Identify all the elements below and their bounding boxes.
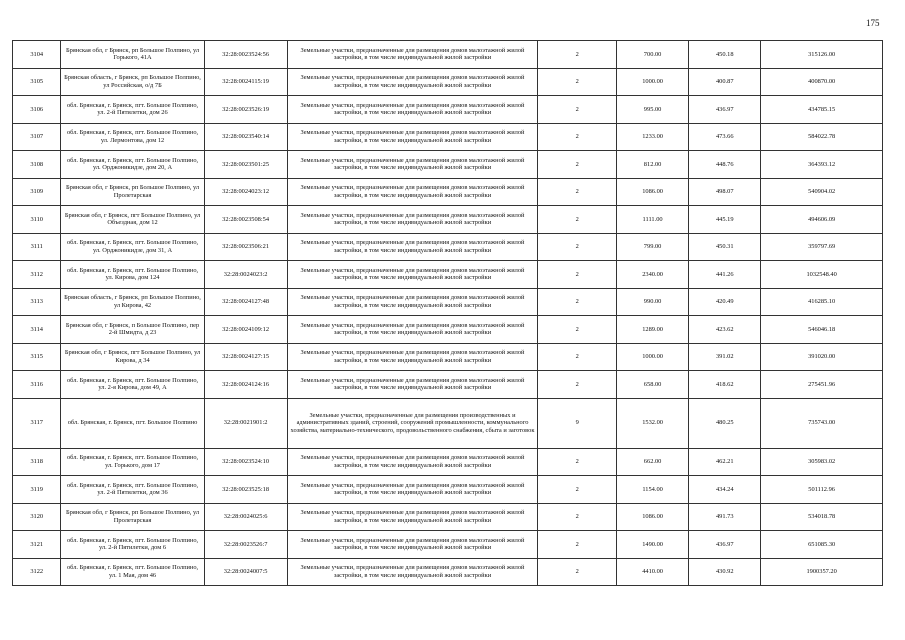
address-cell: Брянская обл, г Брянск, рп Большое Полпино, ул Пролетарская <box>61 178 204 206</box>
specific-value-cell: 491.73 <box>689 503 761 531</box>
address-cell: Брянская обл, г Брянск, рп Большое Полпино, ул Пролетарская <box>61 503 204 531</box>
address-cell: Брянская область, г Брянск, рп Большое Полпино, ул Кирова, 42 <box>61 288 204 316</box>
table-row <box>13 448 883 476</box>
table-row <box>13 288 883 316</box>
row-number-cell: 3108 <box>13 151 61 179</box>
cadastral-number-cell: 32:28:0024025:6 <box>204 503 287 531</box>
group-cell: 2 <box>538 151 617 179</box>
group-cell: 2 <box>538 476 617 504</box>
cadastral-number-cell: 32:28:0023506:21 <box>204 233 287 261</box>
specific-value-cell: 450.18 <box>689 41 761 69</box>
cadastral-value-cell: 1032548.40 <box>761 261 883 289</box>
table-row <box>13 476 883 504</box>
cadastral-number-cell: 32:28:0024115:19 <box>204 68 287 96</box>
land-use-cell: Земельные участки, предназначенные для размещения домов малоэтажной жилой застройки, в том числе индивидуальной жилой застройки <box>287 96 538 124</box>
group-cell: 2 <box>538 288 617 316</box>
table-row <box>13 261 883 289</box>
table-row <box>13 233 883 261</box>
specific-value-cell: 400.87 <box>689 68 761 96</box>
area-cell: 1111.00 <box>617 206 689 234</box>
land-use-cell: Земельные участки, предназначенные для размещения производственных и административных зданий, строений, сооружений промышленности, коммунального хозяйства, материально-технического, продовольственного снабжения, сбыта и заготовок <box>287 398 538 448</box>
address-cell: Брянская обл, г Брянск, п Большое Полпино, пер 2-й Шмидта, д 23 <box>61 316 204 344</box>
address-cell: Брянская обл, г Брянск, пгт Большое Полпино, ул Кирова, д 34 <box>61 343 204 371</box>
table-row <box>13 503 883 531</box>
row-number-cell: 3115 <box>13 343 61 371</box>
row-number-cell: 3114 <box>13 316 61 344</box>
row-number-cell: 3110 <box>13 206 61 234</box>
cadastral-number-cell: 32:28:0023524:10 <box>204 448 287 476</box>
row-number-cell: 3121 <box>13 531 61 559</box>
specific-value-cell: 462.21 <box>689 448 761 476</box>
land-use-cell: Земельные участки, предназначенные для размещения домов малоэтажной жилой застройки, в том числе индивидуальной жилой застройки <box>287 343 538 371</box>
cadastral-number-cell: 32:28:0024023:12 <box>204 178 287 206</box>
row-number-cell: 3116 <box>13 371 61 399</box>
group-cell: 2 <box>538 371 617 399</box>
cadastral-value-cell: 540904.02 <box>761 178 883 206</box>
table-row <box>13 206 883 234</box>
group-cell: 2 <box>538 343 617 371</box>
cadastral-number-cell: 32:28:0024023:2 <box>204 261 287 289</box>
cadastral-number-cell: 32:28:0024124:16 <box>204 371 287 399</box>
area-cell: 1154.00 <box>617 476 689 504</box>
specific-value-cell: 441.26 <box>689 261 761 289</box>
specific-value-cell: 450.31 <box>689 233 761 261</box>
cadastral-value-cell: 275451.96 <box>761 371 883 399</box>
specific-value-cell: 434.24 <box>689 476 761 504</box>
address-cell: обл. Брянская, г. Брянск, пгт. Большое Полпино, ул. 2-й Пятилетки, дом 26 <box>61 96 204 124</box>
cadastral-value-cell: 359797.69 <box>761 233 883 261</box>
area-cell: 4410.00 <box>617 558 689 586</box>
area-cell: 1086.00 <box>617 178 689 206</box>
land-use-cell: Земельные участки, предназначенные для размещения домов малоэтажной жилой застройки, в том числе индивидуальной жилой застройки <box>287 261 538 289</box>
group-cell: 2 <box>538 41 617 69</box>
area-cell: 799.00 <box>617 233 689 261</box>
table-row <box>13 558 883 586</box>
land-use-cell: Земельные участки, предназначенные для размещения домов малоэтажной жилой застройки, в том числе индивидуальной жилой застройки <box>287 476 538 504</box>
specific-value-cell: 498.07 <box>689 178 761 206</box>
cadastral-value-cell: 416285.10 <box>761 288 883 316</box>
cadastral-value-cell: 651085.30 <box>761 531 883 559</box>
address-cell: обл. Брянская, г. Брянск, пгт. Большое Полпино, ул. Орджоникидзе, дом 20, А <box>61 151 204 179</box>
table-row <box>13 316 883 344</box>
cadastral-number-cell: 32:28:0023526:7 <box>204 531 287 559</box>
specific-value-cell: 423.62 <box>689 316 761 344</box>
area-cell: 700.00 <box>617 41 689 69</box>
cadastral-value-cell: 546046.18 <box>761 316 883 344</box>
address-cell: обл. Брянская, г. Брянск, пгт. Большое Полпино, ул. Горького, дом 17 <box>61 448 204 476</box>
group-cell: 2 <box>538 261 617 289</box>
group-cell: 2 <box>538 503 617 531</box>
group-cell: 2 <box>538 206 617 234</box>
row-number-cell: 3105 <box>13 68 61 96</box>
area-cell: 990.00 <box>617 288 689 316</box>
group-cell: 9 <box>538 398 617 448</box>
specific-value-cell: 430.92 <box>689 558 761 586</box>
cadastral-number-cell: 32:28:0023508:54 <box>204 206 287 234</box>
cadastral-value-cell: 364393.12 <box>761 151 883 179</box>
cadastral-value-cell: 501112.96 <box>761 476 883 504</box>
row-number-cell: 3122 <box>13 558 61 586</box>
cadastral-number-cell: 32:28:0021901:2 <box>204 398 287 448</box>
area-cell: 1086.00 <box>617 503 689 531</box>
group-cell: 2 <box>538 178 617 206</box>
cadastral-number-cell: 32:28:0023526:19 <box>204 96 287 124</box>
address-cell: обл. Брянская, г. Брянск, пгт. Большое Полпино, ул. Кирова, дом 124 <box>61 261 204 289</box>
cadastral-value-cell: 391020.00 <box>761 343 883 371</box>
land-use-cell: Земельные участки, предназначенные для размещения домов малоэтажной жилой застройки, в том числе индивидуальной жилой застройки <box>287 206 538 234</box>
cadastral-value-cell: 584022.78 <box>761 123 883 151</box>
land-use-cell: Земельные участки, предназначенные для размещения домов малоэтажной жилой застройки, в том числе индивидуальной жилой застройки <box>287 448 538 476</box>
area-cell: 2340.00 <box>617 261 689 289</box>
table-row <box>13 151 883 179</box>
specific-value-cell: 480.25 <box>689 398 761 448</box>
cadastral-number-cell: 32:28:0023540:14 <box>204 123 287 151</box>
specific-value-cell: 436.97 <box>689 96 761 124</box>
table-row <box>13 178 883 206</box>
row-number-cell: 3112 <box>13 261 61 289</box>
cadastral-number-cell: 32:28:0023524:56 <box>204 41 287 69</box>
cadastral-value-cell: 534018.78 <box>761 503 883 531</box>
cadastral-value-cell: 305983.02 <box>761 448 883 476</box>
group-cell: 2 <box>538 316 617 344</box>
row-number-cell: 3117 <box>13 398 61 448</box>
address-cell: обл. Брянская, г. Брянск, пгт. Большое Полпино <box>61 398 204 448</box>
address-cell: обл. Брянская, г. Брянск, пгт. Большое Полпино, ул. 1 Мая, дом 46 <box>61 558 204 586</box>
address-cell: обл. Брянская, г. Брянск, пгт. Большое Полпино, ул. Лермонтова, дом 12 <box>61 123 204 151</box>
address-cell: обл. Брянская, г. Брянск, пгт. Большое Полпино, ул. Орджоникидзе, дом 31, А <box>61 233 204 261</box>
land-use-cell: Земельные участки, предназначенные для размещения домов малоэтажной жилой застройки, в том числе индивидуальной жилой застройки <box>287 316 538 344</box>
area-cell: 1000.00 <box>617 68 689 96</box>
cadastral-number-cell: 32:28:0024007:5 <box>204 558 287 586</box>
land-use-cell: Земельные участки, предназначенные для размещения домов малоэтажной жилой застройки, в том числе индивидуальной жилой застройки <box>287 503 538 531</box>
area-cell: 1532.00 <box>617 398 689 448</box>
specific-value-cell: 391.02 <box>689 343 761 371</box>
row-number-cell: 3106 <box>13 96 61 124</box>
area-cell: 1000.00 <box>617 343 689 371</box>
group-cell: 2 <box>538 558 617 586</box>
specific-value-cell: 436.97 <box>689 531 761 559</box>
specific-value-cell: 420.49 <box>689 288 761 316</box>
area-cell: 1289.00 <box>617 316 689 344</box>
cadastral-value-cell: 315126.00 <box>761 41 883 69</box>
group-cell: 2 <box>538 448 617 476</box>
cadastral-number-cell: 32:28:0024127:15 <box>204 343 287 371</box>
table-row <box>13 371 883 399</box>
address-cell: Брянская обл, г Брянск, пгт Большое Полпино, ул Объездная, дом 12 <box>61 206 204 234</box>
row-number-cell: 3107 <box>13 123 61 151</box>
address-cell: обл. Брянская, г. Брянск, пгт. Большое Полпино, ул. 2-я Кирова, дом 49, А <box>61 371 204 399</box>
row-number-cell: 3104 <box>13 41 61 69</box>
group-cell: 2 <box>538 68 617 96</box>
land-use-cell: Земельные участки, предназначенные для размещения домов малоэтажной жилой застройки, в том числе индивидуальной жилой застройки <box>287 558 538 586</box>
area-cell: 662.00 <box>617 448 689 476</box>
address-cell: Брянская обл, г Брянск, рп Большое Полпино, ул Горького, 41А <box>61 41 204 69</box>
land-use-cell: Земельные участки, предназначенные для размещения домов малоэтажной жилой застройки, в том числе индивидуальной жилой застройки <box>287 151 538 179</box>
cadastral-value-cell: 434785.15 <box>761 96 883 124</box>
land-use-cell: Земельные участки, предназначенные для размещения домов малоэтажной жилой застройки, в том числе индивидуальной жилой застройки <box>287 233 538 261</box>
group-cell: 2 <box>538 96 617 124</box>
cadastral-number-cell: 32:28:0024109:12 <box>204 316 287 344</box>
page-number: 175 <box>866 18 880 28</box>
group-cell: 2 <box>538 233 617 261</box>
specific-value-cell: 445.19 <box>689 206 761 234</box>
cadastral-value-cell: 1900357.20 <box>761 558 883 586</box>
table-row <box>13 398 883 448</box>
area-cell: 658.00 <box>617 371 689 399</box>
cadastral-value-cell: 400870.00 <box>761 68 883 96</box>
land-use-cell: Земельные участки, предназначенные для размещения домов малоэтажной жилой застройки, в том числе индивидуальной жилой застройки <box>287 178 538 206</box>
table-row <box>13 96 883 124</box>
table-row <box>13 68 883 96</box>
table-row <box>13 41 883 69</box>
address-cell: обл. Брянская, г. Брянск, пгт. Большое Полпино, ул. 2-й Пятилетки, дом 36 <box>61 476 204 504</box>
row-number-cell: 3119 <box>13 476 61 504</box>
cadastral-number-cell: 32:28:0023525:18 <box>204 476 287 504</box>
area-cell: 812.00 <box>617 151 689 179</box>
area-cell: 1233.00 <box>617 123 689 151</box>
table-row <box>13 123 883 151</box>
row-number-cell: 3109 <box>13 178 61 206</box>
area-cell: 1490.00 <box>617 531 689 559</box>
cadastral-number-cell: 32:28:0024127:48 <box>204 288 287 316</box>
land-use-cell: Земельные участки, предназначенные для размещения домов малоэтажной жилой застройки, в том числе индивидуальной жилой застройки <box>287 288 538 316</box>
row-number-cell: 3113 <box>13 288 61 316</box>
specific-value-cell: 473.66 <box>689 123 761 151</box>
cadastral-value-cell: 735743.00 <box>761 398 883 448</box>
address-cell: обл. Брянская, г. Брянск, пгт. Большое Полпино, ул. 2-й Пятилетки, дом 6 <box>61 531 204 559</box>
land-use-cell: Земельные участки, предназначенные для размещения домов малоэтажной жилой застройки, в том числе индивидуальной жилой застройки <box>287 531 538 559</box>
area-cell: 995.00 <box>617 96 689 124</box>
group-cell: 2 <box>538 531 617 559</box>
land-use-cell: Земельные участки, предназначенные для размещения домов малоэтажной жилой застройки, в том числе индивидуальной жилой застройки <box>287 123 538 151</box>
table-row <box>13 343 883 371</box>
row-number-cell: 3118 <box>13 448 61 476</box>
row-number-cell: 3120 <box>13 503 61 531</box>
land-use-cell: Земельные участки, предназначенные для размещения домов малоэтажной жилой застройки, в том числе индивидуальной жилой застройки <box>287 41 538 69</box>
table-row <box>13 531 883 559</box>
cadastral-number-cell: 32:28:0023501:25 <box>204 151 287 179</box>
specific-value-cell: 448.76 <box>689 151 761 179</box>
cadastral-value-table <box>12 40 883 586</box>
row-number-cell: 3111 <box>13 233 61 261</box>
table-body <box>13 41 883 586</box>
land-use-cell: Земельные участки, предназначенные для размещения домов малоэтажной жилой застройки, в том числе индивидуальной жилой застройки <box>287 371 538 399</box>
address-cell: Брянская область, г Брянск, рп Большое Полпино, ул Российская, о/д 7Б <box>61 68 204 96</box>
specific-value-cell: 418.62 <box>689 371 761 399</box>
group-cell: 2 <box>538 123 617 151</box>
land-use-cell: Земельные участки, предназначенные для размещения домов малоэтажной жилой застройки, в том числе индивидуальной жилой застройки <box>287 68 538 96</box>
cadastral-value-cell: 494606.09 <box>761 206 883 234</box>
